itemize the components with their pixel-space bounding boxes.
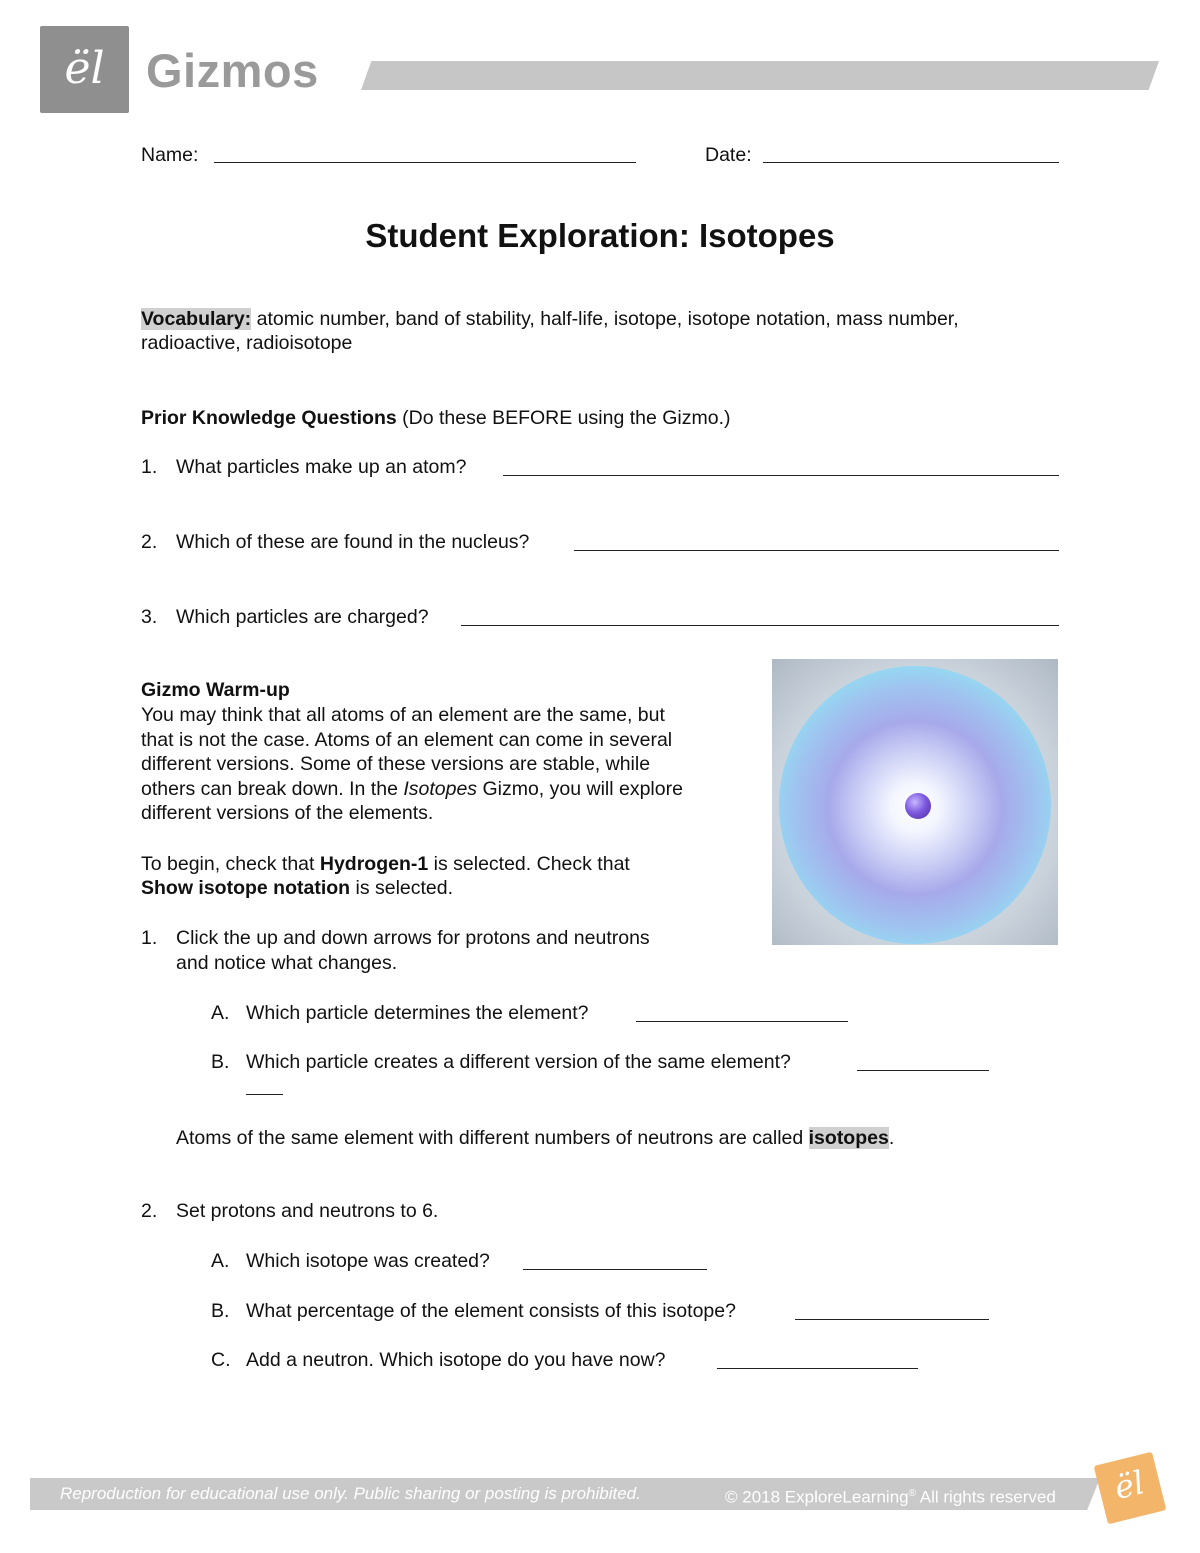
subquestion-letter: A. xyxy=(211,1002,230,1024)
date-label: Date: xyxy=(705,144,752,166)
question-text: Which of these are found in the nucleus? xyxy=(176,531,530,553)
definition-end: . xyxy=(888,1127,895,1149)
answer-line-2c[interactable] xyxy=(717,1368,918,1369)
footer-copyright xyxy=(725,1483,1056,1509)
rights-text: All rights reserved xyxy=(915,1487,1056,1507)
registered-mark: ® xyxy=(908,1488,916,1499)
question-text: and notice what changes. xyxy=(176,952,398,974)
question-text: What particles make up an atom? xyxy=(176,456,467,478)
vocabulary-terms-2: radioactive, radioisotope xyxy=(141,332,353,354)
prior-knowledge-heading: Prior Knowledge Questions xyxy=(141,407,397,429)
answer-line-q3[interactable] xyxy=(461,625,1059,626)
subquestion-text: Which particle creates a different version of the same element? xyxy=(246,1051,791,1073)
warmup-heading xyxy=(141,678,290,703)
warmup-line: different versions. Some of these versions are stable, while xyxy=(141,753,651,775)
atom-image xyxy=(772,659,1058,945)
warmup-line: that is not the case. Atoms of an element can come in several xyxy=(141,729,673,751)
date-field[interactable] xyxy=(763,162,1059,163)
instruction-part: is selected. Check that xyxy=(428,853,630,875)
header-bar xyxy=(361,61,1159,90)
footer-logo-mark: ël xyxy=(1110,1463,1149,1508)
isotope-definition xyxy=(176,1126,894,1151)
prior-knowledge-heading-line xyxy=(141,406,731,431)
subquestion-letter: B. xyxy=(211,1300,230,1322)
warmup-heading-text: Gizmo Warm-up xyxy=(141,679,290,701)
vocabulary-terms-1: atomic number, band of stability, half-life, isotope, isotope notation, mass number, xyxy=(251,308,959,330)
answer-line-2b[interactable] xyxy=(795,1319,989,1320)
question-text: Set protons and neutrons to 6. xyxy=(176,1200,439,1222)
answer-line-q1[interactable] xyxy=(503,475,1059,476)
page-title: Student Exploration: Isotopes xyxy=(365,217,835,254)
warmup-line xyxy=(141,777,683,802)
subquestion-letter: B. xyxy=(211,1051,230,1073)
question-number: 2. xyxy=(141,1200,158,1222)
warmup-instructions-line xyxy=(141,852,630,877)
answer-line-2a[interactable] xyxy=(523,1269,707,1270)
nucleus-dot xyxy=(905,793,931,819)
footer-disclaimer: Reproduction for educational use only. Public sharing or posting is prohibited. xyxy=(60,1484,641,1503)
answer-line-1a[interactable] xyxy=(636,1021,848,1022)
question-number: 1. xyxy=(141,456,158,478)
isotopes-term: isotopes xyxy=(808,1127,889,1149)
copyright-text: © 2018 ExploreLearning xyxy=(725,1487,909,1507)
gizmo-name: Isotopes xyxy=(403,778,478,800)
vocabulary-label: Vocabulary: xyxy=(141,308,252,330)
hydrogen-1-term: Hydrogen-1 xyxy=(319,853,429,875)
warmup-line-part: Gizmo, you will explore xyxy=(477,778,683,800)
name-field[interactable] xyxy=(214,162,636,163)
prior-knowledge-note: (Do these BEFORE using the Gizmo.) xyxy=(396,407,731,429)
question-text: Which particles are charged? xyxy=(176,606,429,628)
subquestion-letter: C. xyxy=(211,1349,231,1371)
question-number: 1. xyxy=(141,927,158,949)
answer-line-q2[interactable] xyxy=(574,550,1059,551)
subquestion-text: Which particle determines the element? xyxy=(246,1002,589,1024)
show-isotope-notation-term: Show isotope notation xyxy=(141,877,351,899)
subquestion-text: Which isotope was created? xyxy=(246,1250,490,1272)
instruction-part: is selected. xyxy=(350,877,454,899)
vocabulary-line-1 xyxy=(141,307,959,332)
warmup-instructions-line xyxy=(141,876,453,901)
explorelearning-logo xyxy=(1094,1452,1167,1525)
definition-text: Atoms of the same element with different numbers of neutrons are called xyxy=(176,1127,809,1149)
warmup-line: different versions of the elements. xyxy=(141,802,434,824)
subquestion-text: Add a neutron. Which isotope do you have now? xyxy=(246,1349,666,1371)
name-label: Name: xyxy=(141,144,199,166)
logo-mark: ël xyxy=(64,43,105,94)
answer-line-1b-continued[interactable] xyxy=(246,1094,283,1095)
question-number: 3. xyxy=(141,606,158,628)
subquestion-text: What percentage of the element consists of this isotope? xyxy=(246,1300,736,1322)
subquestion-letter: A. xyxy=(211,1250,230,1272)
question-text: Click the up and down arrows for protons and neutrons xyxy=(176,927,650,949)
warmup-line-part: others can break down. In the xyxy=(141,778,404,800)
question-number: 2. xyxy=(141,531,158,553)
instruction-part: To begin, check that xyxy=(141,853,320,875)
brand-name: Gizmos xyxy=(146,44,319,97)
warmup-line: You may think that all atoms of an element are the same, but xyxy=(141,704,665,726)
gizmos-logo xyxy=(40,26,129,113)
answer-line-1b[interactable] xyxy=(857,1070,989,1071)
